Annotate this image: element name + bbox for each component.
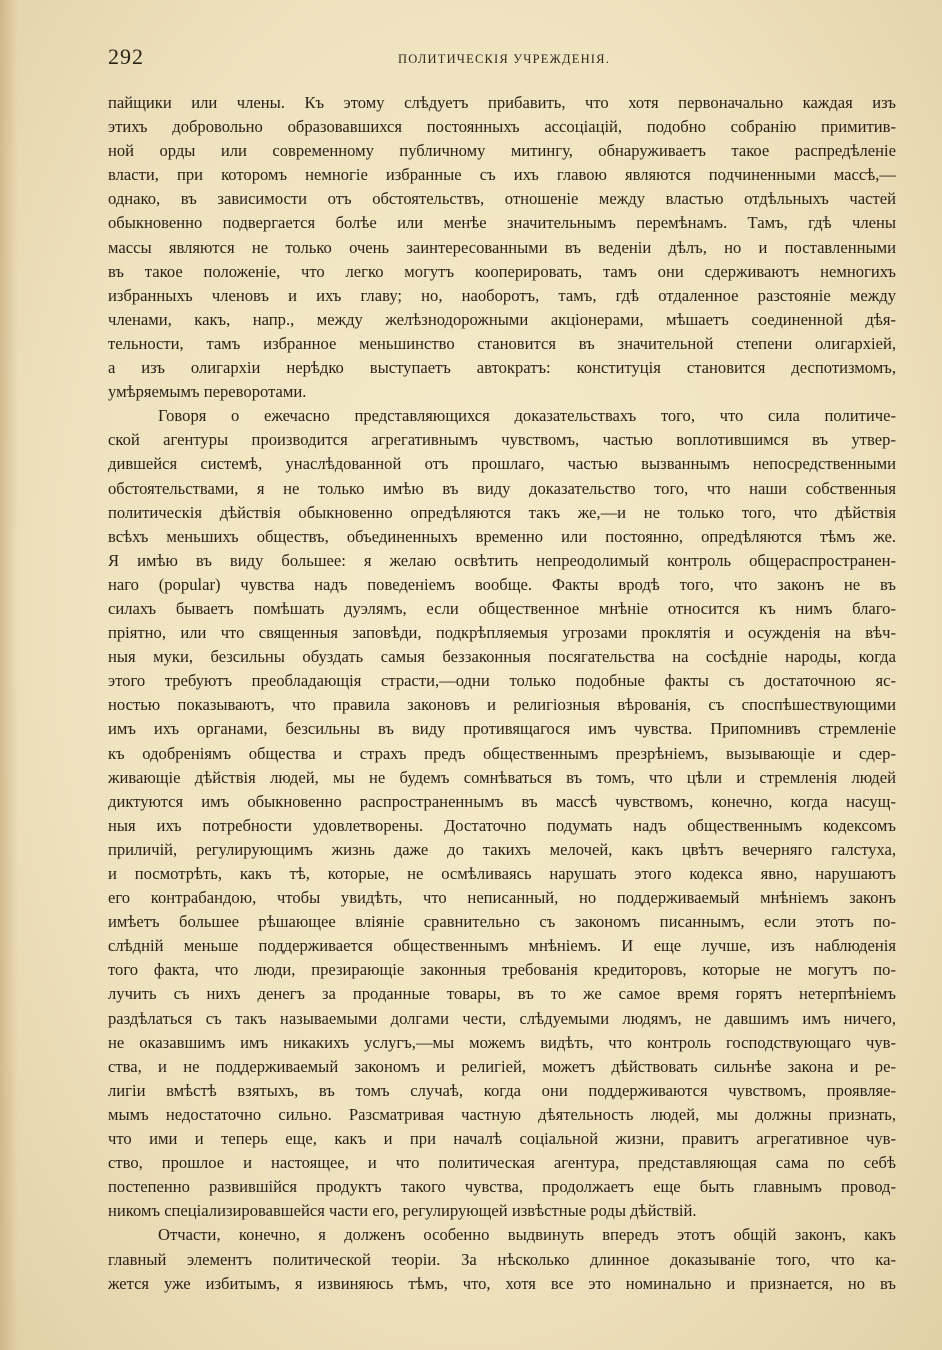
text-line: главный элементъ политической теоріи. За нѣсколько длинное доказываніе того, что ка- bbox=[108, 1249, 896, 1269]
text-line: пріятно, или что священныя заповѣди, подкрѣпляемыя угрозами проклятія и осужденія на вѣч- bbox=[108, 623, 896, 643]
running-head: ПОЛИТИЧЕСКІЯ УЧРЕЖДЕНІЯ. bbox=[398, 52, 611, 66]
text-line: лигіи вмѣстѣ взятыхъ, въ томъ случаѣ, когда они поддерживаются чувствомъ, проявляе- bbox=[108, 1080, 896, 1100]
text-line: слѣдній меньше поддерживается общественнымъ мнѣніемъ. И еще лучше, изъ наблюденія bbox=[108, 936, 896, 956]
text-line: ностью показываютъ, что правила законовъ и религіозныя вѣрованія, съ споспѣшествующими bbox=[108, 695, 896, 715]
text-line: постепенно развившійся продуктъ такого чувства, продолжаетъ еще быть главнымъ провод- bbox=[108, 1177, 896, 1197]
text-line: имъ ихъ органами, безсильны въ виду противящагося имъ чувства. Припомнивъ стремленіе bbox=[108, 719, 896, 739]
text-line: жется уже избитымъ, я извиняюсь тѣмъ, что, хотя все это номинально и признается, но въ bbox=[108, 1273, 896, 1293]
text-line: власти, при которомъ немногіе избранные съ ихъ главою являются подчиненными массѣ,— bbox=[108, 165, 896, 185]
text-line: приличій, регулирующимъ жизнь даже до такихъ мелочей, какъ цвѣтъ вечерняго галстуха, bbox=[108, 839, 896, 859]
text-line: никомъ спеціализировавшейся части его, регулирующей извѣстные роды дѣйствій. bbox=[108, 1201, 697, 1221]
text-line: что ими и теперь еще, какъ и при началѣ соціальной жизни, правитъ агрегативное чув- bbox=[108, 1129, 896, 1149]
text-line: всѣхъ меньшихъ обществъ, объединенныхъ временно или постоянно, опредѣляются тѣмъ же. bbox=[108, 526, 896, 546]
text-line: умѣряемымъ переворотами. bbox=[108, 382, 307, 402]
text-line: однако, въ зависимости отъ обстоятельствъ, отношеніе между властью отдѣльныхъ частей bbox=[108, 189, 896, 209]
text-line: массы являются не только очень заинтересованными въ веденіи дѣлъ, но и поставленными bbox=[108, 237, 896, 257]
page-binding-shadow bbox=[0, 0, 18, 1350]
text-line: Говоря о ежечасно представляющихся доказательствахъ того, что сила политиче- bbox=[158, 406, 896, 426]
text-line: и посмотрѣть, какъ тѣ, которые, не осмѣливаясь нарушать этого кодекса явно, нарушаютъ bbox=[108, 864, 896, 883]
text-line: дившейся системѣ, унаслѣдованной отъ прошлаго, частью вызваннымъ непосредственными bbox=[108, 454, 896, 474]
text-line: а изъ олигархіи нерѣдко выступаетъ автократъ: конституція становится деспотизмомъ, bbox=[108, 358, 896, 378]
text-line: раздѣлаться съ такъ называемыми долгами чести, слѣдуемыми людямъ, не давшимъ имъ ничего, bbox=[108, 1008, 896, 1028]
text-line: не оказавшимъ имъ никакихъ услугъ,—мы можемъ видѣть, что контроль господствующаго чув- bbox=[108, 1032, 896, 1052]
text-line: тельности, тамъ избранное меньшинство становится въ значительной степени олигархіей, bbox=[108, 333, 896, 353]
text-line: ской агентуры производится агрегативнымъ чувствомъ, частью воплотившимся въ утвер- bbox=[108, 430, 896, 450]
text-line: наго (popular) чувства надъ поведеніемъ вообще. Факты вродѣ того, что законъ не въ bbox=[108, 574, 896, 594]
text-line: обыкновенно подвергается болѣе или менѣе значительнымъ перемѣнамъ. Тамъ, гдѣ члены bbox=[108, 213, 896, 233]
text-line: ныя ихъ потребности удовлетворены. Достаточно подумать надъ общественнымъ кодексомъ bbox=[108, 815, 896, 835]
body-text bbox=[108, 91, 896, 1296]
text-line: его контрабандою, чтобы увидѣть, что неписанный, но поддерживаемый мнѣніемъ законъ bbox=[108, 888, 896, 908]
text-line: Отчасти, конечно, я долженъ особенно выдвинуть впередъ этотъ общій законъ, какъ bbox=[158, 1225, 896, 1245]
text-line: пайщики или члены. Къ этому слѣдуетъ прибавить, что хотя первоначально каждая изъ bbox=[108, 93, 896, 112]
text-line: силахъ бываетъ помѣшать дуэлямъ, если общественное мнѣніе относится къ нимъ благо- bbox=[108, 598, 896, 618]
text-line: ной орды или современному публичному митингу, обнаруживаетъ такое распредѣленіе bbox=[108, 141, 896, 161]
text-line: политическія дѣйствія обыкновенно опредѣляются такъ же,—и не только того, что дѣйствія bbox=[108, 502, 896, 522]
text-line: къ одобреніямъ общества и страхъ предъ общественнымъ презрѣніемъ, вызывающіе и сдер- bbox=[108, 743, 896, 763]
text-line: диктуются имъ обыкновенно распространеннымъ въ массѣ чувствомъ, конечно, когда насущ- bbox=[108, 791, 896, 811]
text-line: ство, прошлое и настоящее, и что политическая агентура, представляющая сама по себѣ bbox=[108, 1153, 896, 1173]
page-number: 292 bbox=[108, 44, 144, 69]
text-line: ныя муки, безсильны обуздать самыя беззаконныя посягательства на сосѣдніе народы, когда bbox=[108, 647, 896, 667]
text-line: обстоятельствами, я не только имѣю въ виду доказательство того, что наши собственныя bbox=[108, 478, 896, 498]
text-line: этого требуютъ преобладающія страсти,—одни только подобные факты съ достаточною яс- bbox=[108, 671, 896, 691]
text-line: членами, какъ, напр., между желѣзнодорожными акціонерами, мѣшаетъ соединенной дѣя- bbox=[108, 309, 896, 329]
text-line: имѣетъ большее рѣшающее вліяніе сравнительно съ закономъ писаннымъ, если этотъ по- bbox=[108, 912, 896, 932]
text-line: ства, и не поддерживаемый закономъ и религіей, можетъ дѣйствовать сильнѣе закона и ре- bbox=[108, 1056, 896, 1076]
text-line: того факта, что люди, презирающіе законныя требованія кредиторовъ, которые не могутъ по- bbox=[108, 960, 896, 980]
text-line: въ такое положеніе, что легко могутъ кооперировать, тамъ они сдерживаютъ немногихъ bbox=[108, 261, 896, 281]
text-line: мымъ недостаточно сильно. Разсматривая частную дѣятельность людей, мы должны признать, bbox=[108, 1104, 896, 1124]
text-line: избранныхъ членовъ и ихъ главу; но, наоборотъ, тамъ, гдѣ отдаленное разстояніе между bbox=[108, 285, 896, 305]
text-line: лучить съ нихъ денегъ за проданные товары, въ то же самое время горятъ нетерпѣніемъ bbox=[108, 984, 896, 1004]
text-line: живающіе дѣйствія людей, мы не будемъ сомнѣваться въ томъ, что цѣли и стремленія людей bbox=[108, 767, 896, 787]
text-line: Я имѣю въ виду большее: я желаю освѣтить непреодолимый контроль общераспространен- bbox=[108, 550, 896, 570]
page-header bbox=[108, 44, 898, 74]
text-line: этихъ добровольно образовавшихся постоянныхъ ассоціацій, подобно собранію примитив- bbox=[108, 117, 896, 137]
